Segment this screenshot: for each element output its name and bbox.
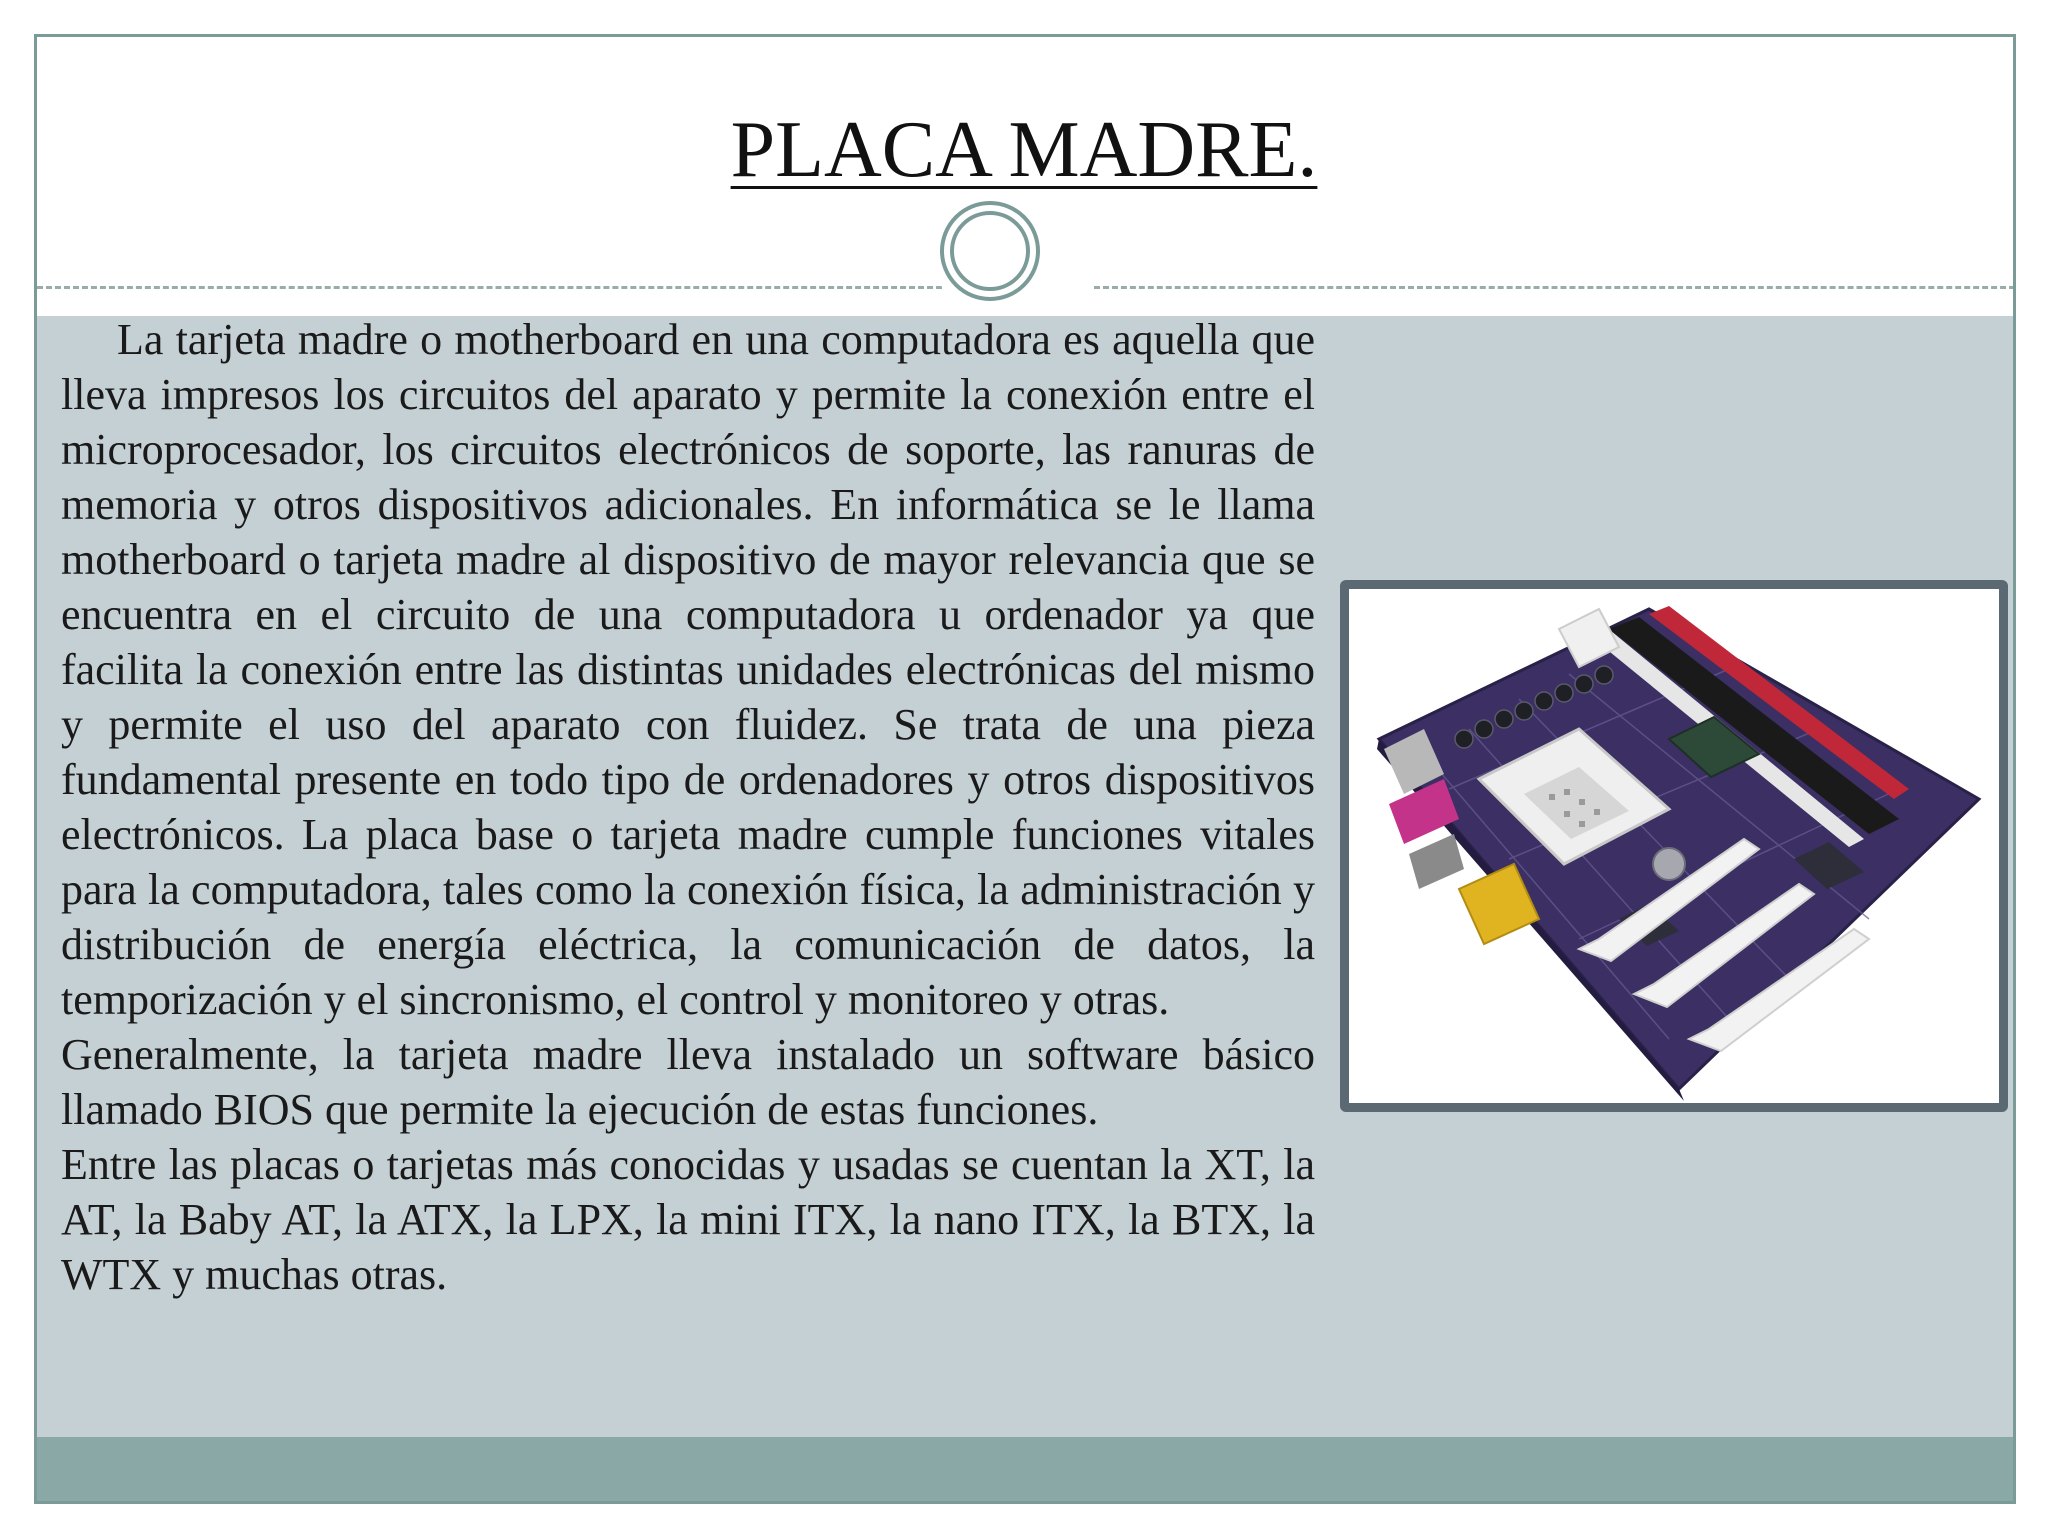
slide-title: PLACA MADRE. (730, 106, 1318, 194)
divider-line-left (37, 286, 960, 289)
paragraph-bios: Generalmente, la tarjeta madre lleva instalado un software básico llamado BIOS que permite la ejecución de estas funciones. (61, 1030, 1315, 1134)
paragraph-board-types: Entre las placas o tarjetas más conocidas y usadas se cuentan la XT, la AT, la Baby AT, la ATX, la LPX, la mini ITX, la nano ITX, la BTX, la WTX y muchas otras. (61, 1140, 1315, 1299)
motherboard-illustration (1349, 589, 1999, 1103)
circle-ornament (930, 191, 1050, 311)
paragraph-definition: La tarjeta madre o motherboard en una computadora es aquella que lleva impresos los circuitos del aparato y permite la conexión entre el microprocesador, los circuitos electrónicos de soporte, las ranuras de memoria y otros dispositivos adicionales. En informática se le llama motherboard o tarjeta madre al dispositivo de mayor relevancia que se encuentra en el circuito de una computadora u ordenador ya que facilita la conexión entre las distintas unidades electrónicas del mismo y permite el uso del aparato con fluidez. Se trata de una pieza fundamental presente en todo tipo de ordenadores y otros dispositivos electrónicos. La placa base o tarjeta madre cumple funciones vitales para la computadora, tales como la conexión física, la administración y distribución de energía eléctrica, la comunicación de datos, la temporización y el sincronismo, el control y monitoreo y otras. (61, 315, 1315, 1024)
bottom-band (37, 1437, 2013, 1504)
body-text (61, 312, 1315, 1302)
circle-ring-inner (950, 211, 1030, 291)
divider-line-right (1094, 286, 2016, 289)
motherboard-photo (1340, 580, 2008, 1112)
